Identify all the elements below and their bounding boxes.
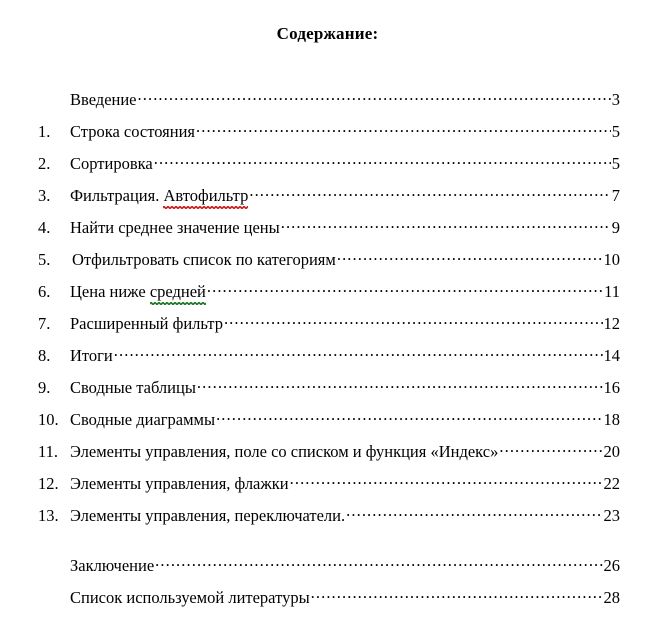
toc-entry-label: Элементы управления, поле со списком и функция «Индекс» xyxy=(70,441,499,461)
toc-entry-number: 8. xyxy=(38,345,51,365)
toc-entry-number: 7. xyxy=(38,313,51,333)
dot-leader xyxy=(114,344,603,361)
toc-entry-number: 3. xyxy=(38,185,51,205)
dot-leader xyxy=(197,376,603,393)
toc-entry[interactable] xyxy=(38,184,620,216)
toc-entry[interactable] xyxy=(38,554,620,586)
toc-entry-label: Сводные таблицы xyxy=(70,377,196,397)
toc-entry-page-number: 22 xyxy=(603,473,620,493)
toc-entry-label: Расширенный фильтр xyxy=(70,313,223,333)
dot-leader xyxy=(207,280,603,297)
toc-entry[interactable] xyxy=(38,280,620,312)
toc-entry-page-number: 26 xyxy=(603,555,620,575)
toc-entry-number: 6. xyxy=(38,281,51,301)
toc-entry[interactable] xyxy=(38,152,620,184)
toc-entry-label: Строка состояния xyxy=(70,121,195,141)
dot-leader xyxy=(311,586,603,603)
dot-leader xyxy=(281,216,611,233)
toc-entry-label: Фильтрация. Автофильтр xyxy=(70,185,249,205)
toc-entry-page-number: 11 xyxy=(604,281,620,301)
toc-entry-label: Введение xyxy=(70,89,137,109)
grammarcheck-underline: средней xyxy=(149,281,206,301)
toc-entry-page-number: 28 xyxy=(603,587,620,607)
toc-entry-page-number: 9 xyxy=(611,217,620,237)
dot-leader xyxy=(346,504,602,521)
toc-entry[interactable] xyxy=(38,408,620,440)
toc-entry-page-number: 23 xyxy=(603,505,620,525)
toc-entry[interactable] xyxy=(38,586,620,618)
toc-entry-label: Список используемой литературы xyxy=(70,587,310,607)
toc-entry-page-number: 5 xyxy=(611,153,620,173)
dot-leader xyxy=(337,248,603,265)
dot-leader xyxy=(138,88,611,105)
dot-leader xyxy=(154,152,611,169)
toc-entry-label: Элементы управления, флажки xyxy=(70,473,289,493)
toc-entry-number: 5. xyxy=(38,249,51,269)
toc-entry-number: 12. xyxy=(38,473,59,493)
toc-entry-page-number: 16 xyxy=(603,377,620,397)
page-title: Содержание: xyxy=(276,24,379,43)
toc-entry-number: 4. xyxy=(38,217,51,237)
toc-entry-number: 2. xyxy=(38,153,51,173)
toc-entry-page-number: 12 xyxy=(603,313,620,333)
spellcheck-underline: Автофильтр xyxy=(163,185,249,205)
toc-entry-page-number: 3 xyxy=(611,89,620,109)
toc-entry[interactable] xyxy=(38,216,620,248)
dot-leader xyxy=(249,184,610,201)
toc-entry[interactable] xyxy=(38,440,620,472)
toc-entry-page-number: 5 xyxy=(611,121,620,141)
toc-entry[interactable] xyxy=(38,248,620,280)
toc-entry-label: Найти среднее значение цены xyxy=(70,217,280,237)
toc-entry-label: Сортировка xyxy=(70,153,153,173)
table-of-contents xyxy=(38,88,620,618)
toc-entry-page-number: 20 xyxy=(603,441,620,461)
dot-leader xyxy=(290,472,603,489)
toc-entry[interactable] xyxy=(38,120,620,152)
toc-entry-label: Цена ниже средней xyxy=(70,281,206,301)
dot-leader xyxy=(216,408,602,425)
toc-entry-number: 9. xyxy=(38,377,51,397)
toc-entry-number: 10. xyxy=(38,409,59,429)
dot-leader xyxy=(155,554,602,571)
toc-entry-page-number: 7 xyxy=(611,185,620,205)
toc-entry-page-number: 18 xyxy=(603,409,620,429)
toc-entry-label: Отфильтровать список по категориям xyxy=(72,249,336,269)
toc-entry-label: Заключение xyxy=(70,555,155,575)
toc-entry[interactable] xyxy=(38,312,620,344)
toc-entry[interactable] xyxy=(38,88,620,120)
toc-entry-label: Элементы управления, переключатели. xyxy=(70,505,346,525)
dot-leader xyxy=(499,440,602,457)
dot-leader xyxy=(224,312,603,329)
toc-entry[interactable] xyxy=(38,376,620,408)
toc-entry-page-number: 14 xyxy=(603,345,620,365)
toc-entry-label: Итоги xyxy=(70,345,113,365)
toc-entry[interactable] xyxy=(38,504,620,536)
toc-entry-label: Сводные диаграммы xyxy=(70,409,216,429)
dot-leader xyxy=(196,120,611,137)
toc-entry-page-number: 10 xyxy=(603,249,620,269)
toc-entry-number: 1. xyxy=(38,121,51,141)
toc-entry-number: 11. xyxy=(38,441,59,461)
toc-entry[interactable] xyxy=(38,344,620,376)
toc-entry[interactable] xyxy=(38,472,620,504)
toc-entry-number: 13. xyxy=(38,505,59,525)
